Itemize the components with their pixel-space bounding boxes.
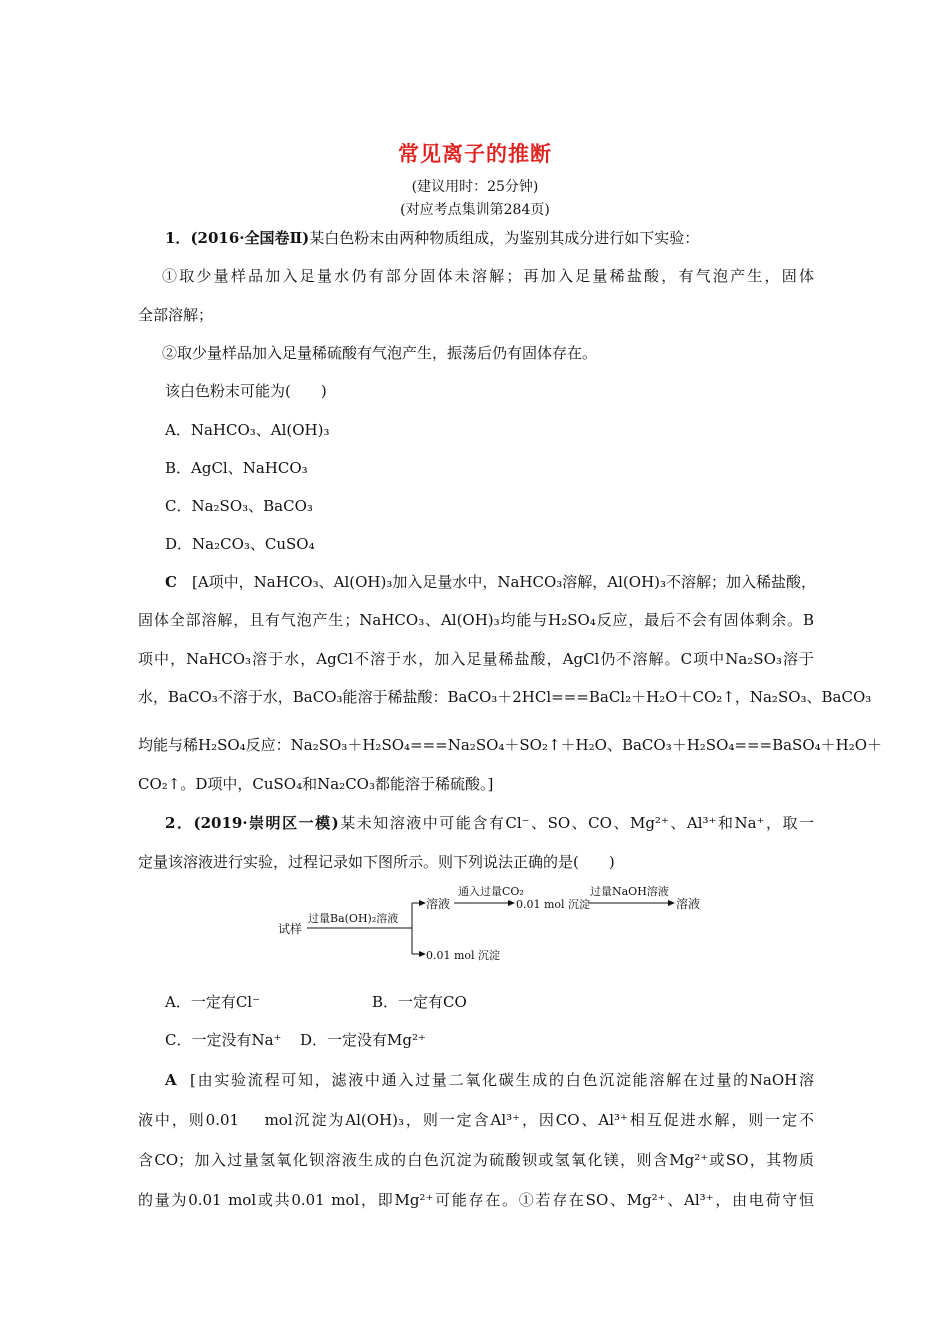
process-flow-diagram [278, 882, 718, 964]
q1-experiment-1-line-1: ①取少量样品加入足量水仍有部分固体未溶解；再加入足量稀盐酸，有气泡产生，固体 [162, 267, 814, 285]
q2-explanation-line-3: 含CO；加入过量氢氧化钡溶液生成的白色沉淀为硫酸钡或氢氧化镁，则含Mg²⁺或SO，其物质 [138, 1151, 814, 1169]
question-2-stem-line-2: 定量该溶液进行实验，过程记录如下图所示。则下列说法正确的是( ) [138, 853, 615, 871]
flow-arrow-4 [668, 900, 675, 906]
flow-precipitate-1: 0.01 mol 沉淀 [516, 898, 591, 911]
flow-precipitate-2: 0.01 mol 沉淀 [426, 949, 501, 962]
question-2-stem [165, 813, 814, 833]
q2-explanation-line-2: 液中，则0.01 mol沉淀为Al(OH)₃，则一定含Al³⁺，因CO、Al³⁺相互促进水解，则一定不 [138, 1111, 814, 1129]
flow-sample-label: 试样 [278, 922, 303, 936]
q1-explanation-line-1: [A项中，NaHCO₃、Al(OH)₃加入足量水中，NaHCO₃溶解，Al(OH)₃不溶解；加入稀盐酸， [192, 573, 817, 591]
q1-experiment-2: ②取少量样品加入足量稀硫酸有气泡产生，振荡后仍有固体存在。 [162, 344, 598, 362]
q1-explanation-line-3: 项中，NaHCO₃溶于水，AgCl不溶于水，加入足量稀盐酸，AgCl仍不溶解。C项中Na₂SO₃溶于 [138, 650, 814, 668]
suggested-time: (建议用时：25分钟) [411, 179, 539, 195]
q1-option-a: A．NaHCO₃、Al(OH)₃ [165, 421, 330, 439]
flow-step2-reagent: 通入过量CO₂ [458, 885, 524, 898]
flow-step3-reagent: 过量NaOH溶液 [590, 885, 669, 898]
question-2-text: 某未知溶液中可能含有Cl⁻、SO、CO、Mg²⁺、Al³⁺和Na⁺，取一 [338, 814, 815, 832]
question-2-source: (2019·崇明区一模) [193, 814, 339, 832]
flow-arrow-1 [419, 900, 426, 906]
flow-solution-1: 溶液 [426, 897, 451, 911]
page-title: 常见离子的推断 [398, 142, 552, 166]
q2-option-c: C．一定没有Na⁺ [165, 1031, 282, 1049]
question-1-source: (2016·全国卷Ⅱ) [190, 229, 310, 247]
q1-experiment-1-line-2: 全部溶解； [138, 306, 214, 324]
question-1-text: 某白色粉末由两种物质组成，为鉴别其成分进行如下实验： [309, 229, 700, 247]
q2-option-a: A．一定有Cl⁻ [165, 993, 261, 1011]
q1-question: 该白色粉末可能为( ) [165, 382, 327, 400]
q2-explanation-line-4: 的量为0.01 mol或共0.01 mol，即Mg²⁺可能存在。①若存在SO、Mg²⁺、Al³⁺，由电荷守恒 [138, 1191, 814, 1209]
question-2-number: 2． [165, 814, 194, 832]
q2-option-d: D．一定没有Mg²⁺ [300, 1031, 426, 1049]
q1-explanation-line-6: CO₂↑。D项中，CuSO₄和Na₂CO₃都能溶于稀硫酸。] [138, 775, 494, 793]
q2-answer [165, 1070, 177, 1090]
question-1-number: 1． [165, 229, 191, 247]
flow-arrow-3 [508, 900, 515, 906]
flow-solution-2: 溶液 [676, 897, 701, 911]
q1-option-d: D．Na₂CO₃、CuSO₄ [165, 535, 315, 553]
q2-answer-letter: A [165, 1071, 177, 1089]
q1-option-b: B．AgCl、NaHCO₃ [165, 459, 308, 477]
q1-answer-letter: C [165, 573, 177, 591]
q2-explanation-line-1: [由实验流程可知，滤液中通入过量二氧化碳生成的白色沉淀能溶解在过量的NaOH溶 [190, 1071, 814, 1089]
q2-option-b: B．一定有CO [372, 993, 467, 1011]
q1-answer [165, 572, 177, 592]
flow-arrow-2 [419, 951, 426, 957]
question-1-stem [165, 228, 699, 248]
reference-note: (对应考点集训第284页) [400, 202, 550, 218]
q1-explanation-line-4: 水，BaCO₃不溶于水，BaCO₃能溶于稀盐酸：BaCO₃＋2HCl===BaCl₂＋H₂O＋CO₂↑，Na₂SO₃、BaCO₃ [138, 688, 872, 706]
q1-explanation-line-2: 固体全部溶解，且有气泡产生；NaHCO₃、Al(OH)₃均能与H₂SO₄反应，最后不会有固体剩余。B [138, 611, 814, 629]
flow-step1-reagent: 过量Ba(OH)₂溶液 [308, 912, 399, 925]
q1-explanation-line-5: 均能与稀H₂SO₄反应：Na₂SO₃＋H₂SO₄===Na₂SO₄＋SO₂↑＋H₂O、BaCO₃＋H₂SO₄===BaSO₄＋H₂O＋ [138, 736, 883, 754]
q1-option-c: C．Na₂SO₃、BaCO₃ [165, 497, 313, 515]
